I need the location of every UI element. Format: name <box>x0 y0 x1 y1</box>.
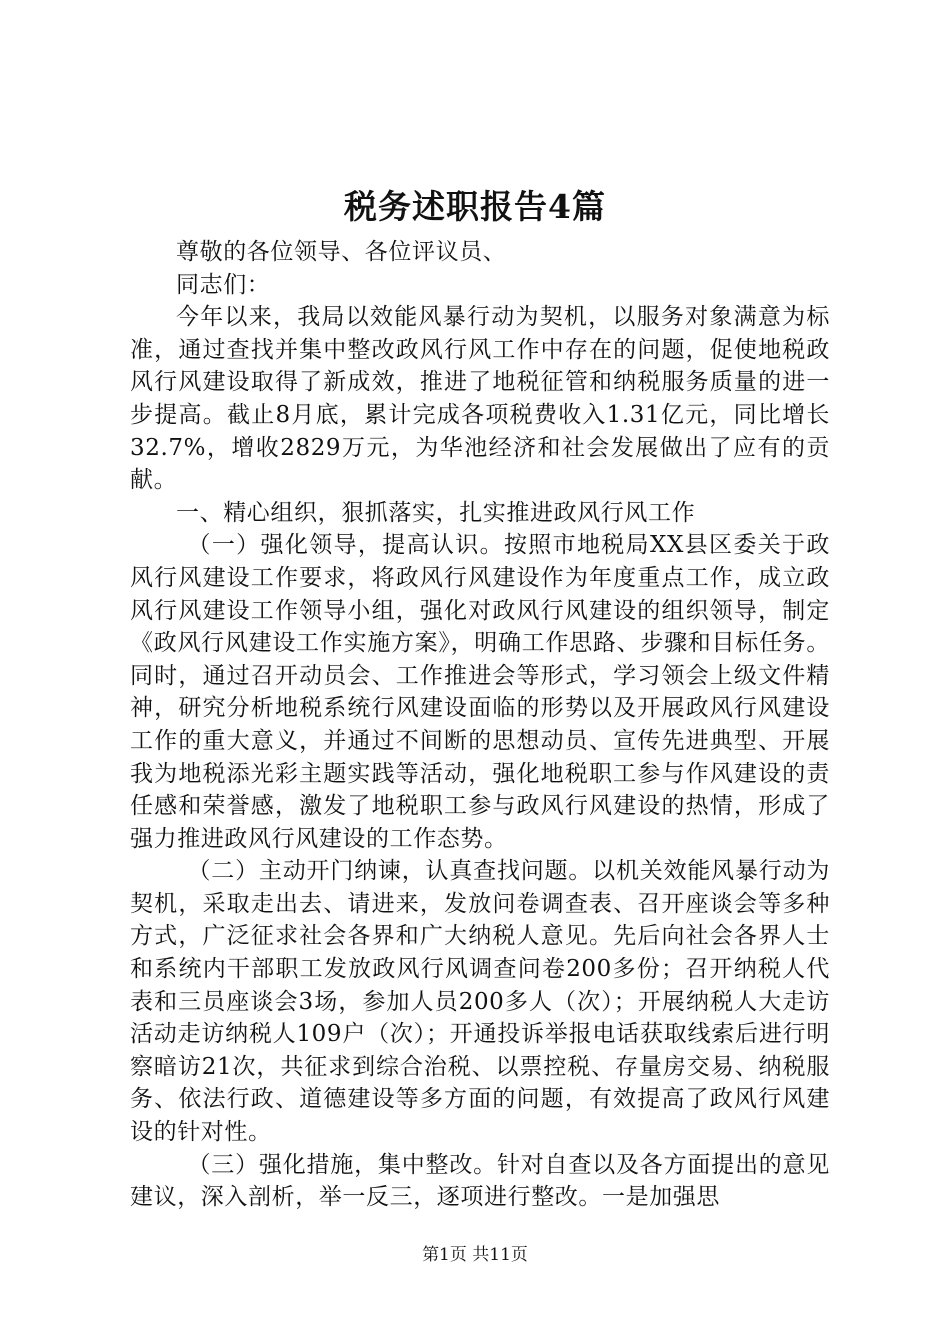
body-paragraph: （一）强化领导，提高认识。按照市地税局XX县区委关于政风行风建设工作要求，将政风行风建设作为年度重点工作，成立政风行风建设工作领导小组，强化对政风行风建设的组织领导，制定《政风行风建设工作实施方案》，明确工作思路、步骤和目标任务。同时，通过召开动员会、工作推进会等形式，学习领会上级文件精神，研究分析地税系统行风建设面临的形势以及开展政风行风建设工作的重大意义，并通过不间断的思想动员、宣传先进典型、开展我为地税添光彩主题实践等活动，强化地税职工参与作风建设的责任感和荣誉感，激发了地税职工参与政风行风建设的热情，形成了强力推进政风行风建设的工作态势。 <box>130 532 830 852</box>
salutation-line: 同志们： <box>176 271 271 298</box>
section-heading: 一、精心组织，狠抓落实，扎实推进政风行风工作 <box>176 499 696 526</box>
body-paragraph: 今年以来，我局以效能风暴行动为契机，以服务对象满意为标准，通过查找并集中整改政风行风工作中存在的问题，促使地税政风行风建设取得了新成效，推进了地税征管和纳税服务质量的进一步提高。截止8月底，累计完成各项税费收入1.31亿元，同比增长32.7%，增收2829万元，为华池经济和社会发展做出了应有的贡献。 <box>130 304 830 494</box>
document-body <box>130 236 830 1214</box>
body-paragraph: （三）强化措施，集中整改。针对自查以及各方面提出的意见建议，深入剖析，举一反三，逐项进行整改。一是加强思 <box>130 1151 830 1211</box>
page-footer: 第1页 共11页 <box>422 1245 528 1265</box>
salutation-line: 尊敬的各位领导、各位评议员、 <box>176 239 507 265</box>
body-paragraph: （二）主动开门纳谏，认真查找问题。以机关效能风暴行动为契机，采取走出去、请进来，发放问卷调查表、召开座谈会等多种方式，广泛征求社会各界和广大纳税人意见。先后向社会各界人士和系统内干部职工发放政风行风调查问卷200多份；召开纳税人代表和三员座谈会3场，参加人员200多人（次）；开展纳税人大走访活动走访纳税人109户（次）；开通投诉举报电话获取线索后进行明察暗访21次，共征求到综合治税、以票控税、存量房交易、纳税服务、依法行政、道德建设等多方面的问题，有效提高了政风行风建设的针对性。 <box>130 858 830 1146</box>
document-title: 税务述职报告4篇 <box>344 187 606 226</box>
